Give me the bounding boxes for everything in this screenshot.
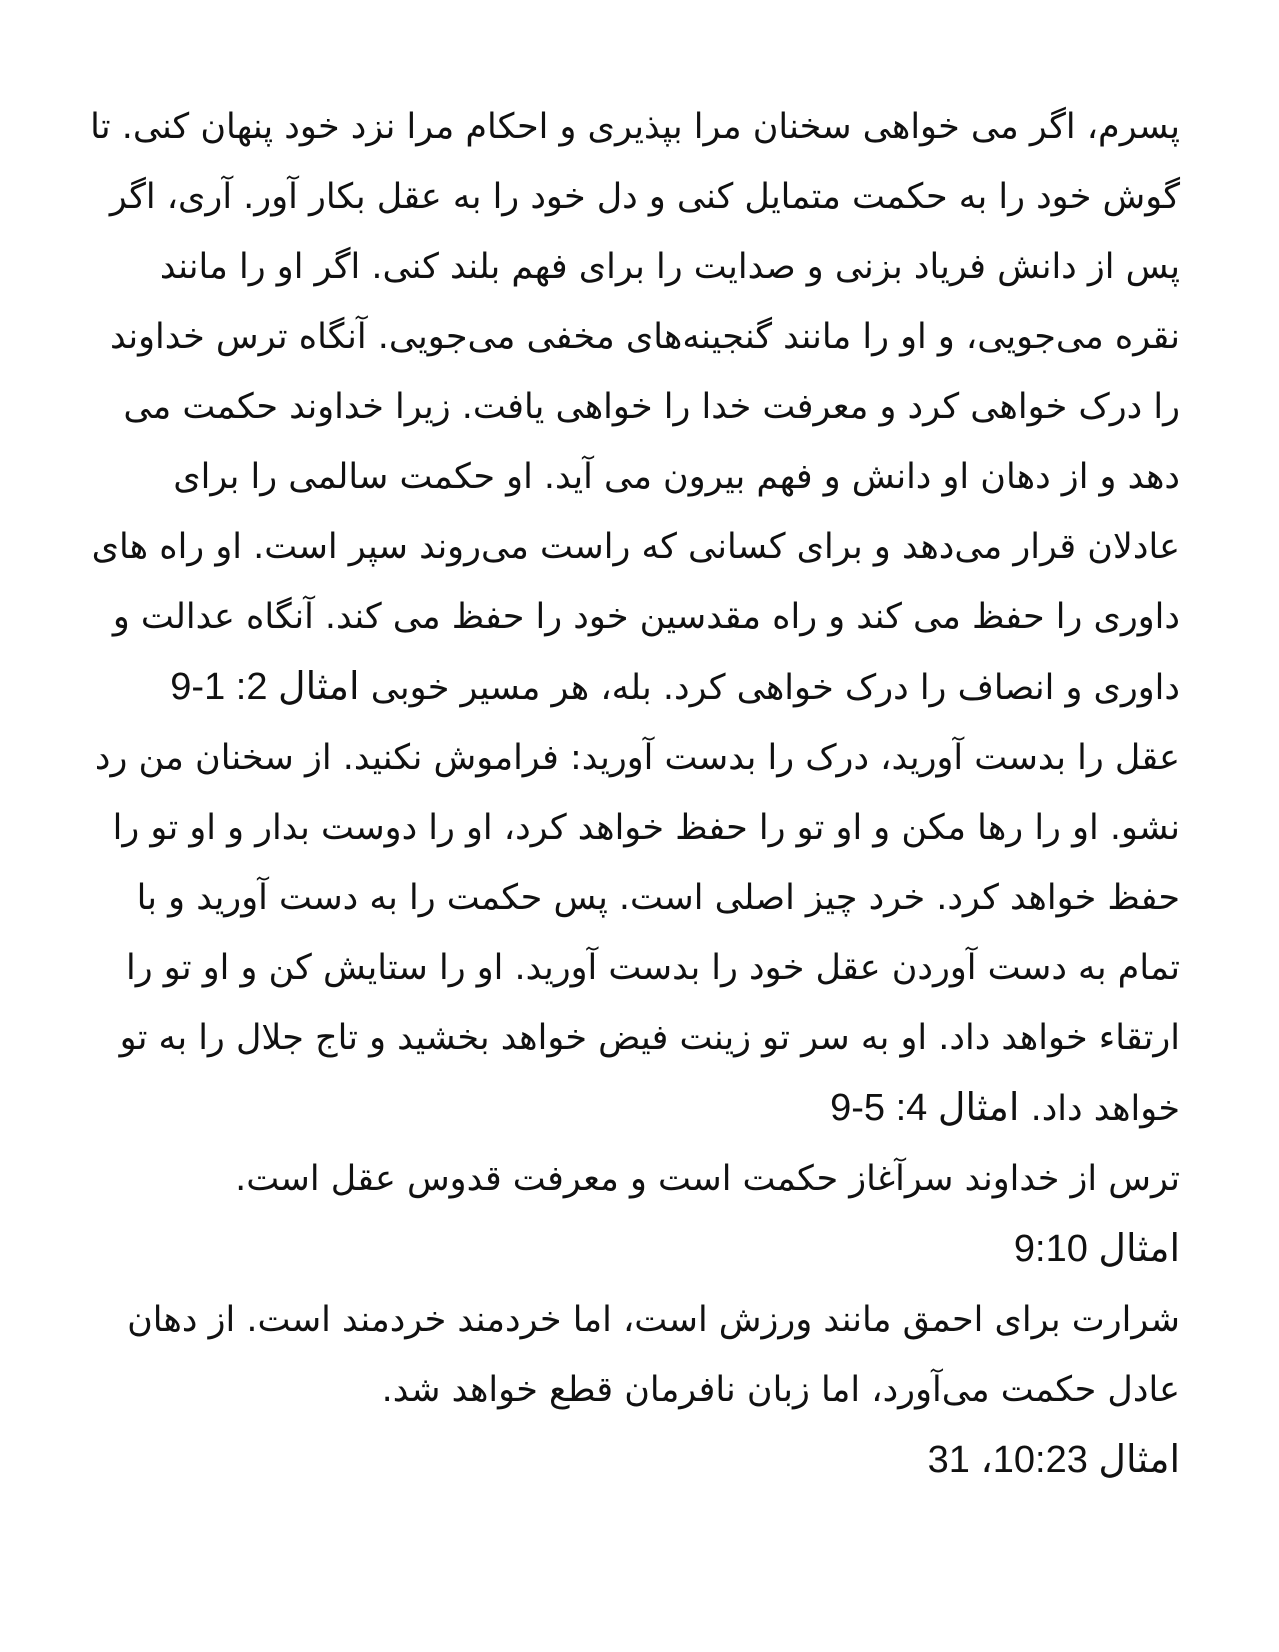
- passage-text: ترس از خداوند سرآغاز حکمت است و معرفت قدوس عقل است.: [235, 1159, 1180, 1199]
- verse-reference: امثال 2: 1-9: [170, 666, 360, 708]
- passage-proverbs-2: [88, 92, 1180, 723]
- scripture-text: [88, 92, 1180, 1496]
- passage-proverbs-9: [88, 1144, 1180, 1285]
- passage-text: عقل را بدست آورید، درک را بدست آورید: فراموش نکنید. از سخنان من رد نشو. او را رها مکن و او تو را حفظ خواهد کرد، او را دوست بدار و او تو را حفظ خواهد کرد. خرد چیز اصلی است. پس حکمت را به دست آورید و با تمام به دست آوردن عقل خود را بدست آورید. او را ستایش کن و او تو را ارتقاء خواهد داد. او به سر تو زینت فیض خواهد بخشید و تاج جلال را به تو خواهد داد.: [94, 738, 1180, 1129]
- passage-proverbs-4: [88, 723, 1180, 1144]
- verse-reference: امثال 9:10: [1013, 1228, 1180, 1270]
- verse-reference: امثال 4: 5-9: [830, 1087, 1020, 1129]
- passage-text: شرارت برای احمق مانند ورزش است، اما خردمند خردمند است. از دهان عادل حکمت می‌آورد، اما زبان نافرمان قطع خواهد شد.: [127, 1300, 1180, 1410]
- verse-reference: امثال 10:23، 31: [927, 1439, 1180, 1481]
- passage-proverbs-10: [88, 1285, 1180, 1496]
- passage-text: پسرم، اگر می خواهی سخنان مرا بپذیری و احکام مرا نزد خود پنهان کنی. تا گوش خود را به حکمت متمایل کنی و دل خود را به عقل بکار آور. آری، اگر پس از دانش فریاد بزنی و صدایت را برای فهم بلند کنی. اگر او را مانند نقره می‌جویی، و او را مانند گنجینه‌های مخفی می‌جویی. آنگاه ترس خداوند را درک خواهی کرد و معرفت خدا را خواهی یافت. زیرا خداوند حکمت می دهد و از دهان او دانش و فهم بیرون می آید. او حکمت سالمی را برای عادلان قرار می‌دهد و برای کسانی که راست می‌روند سپر است. او راه های داوری را حفظ می کند و راه مقدسین خود را حفظ می کند. آنگاه عدالت و داوری و انصاف را درک خواهی کرد. بله، هر مسیر خوبی: [90, 107, 1180, 708]
